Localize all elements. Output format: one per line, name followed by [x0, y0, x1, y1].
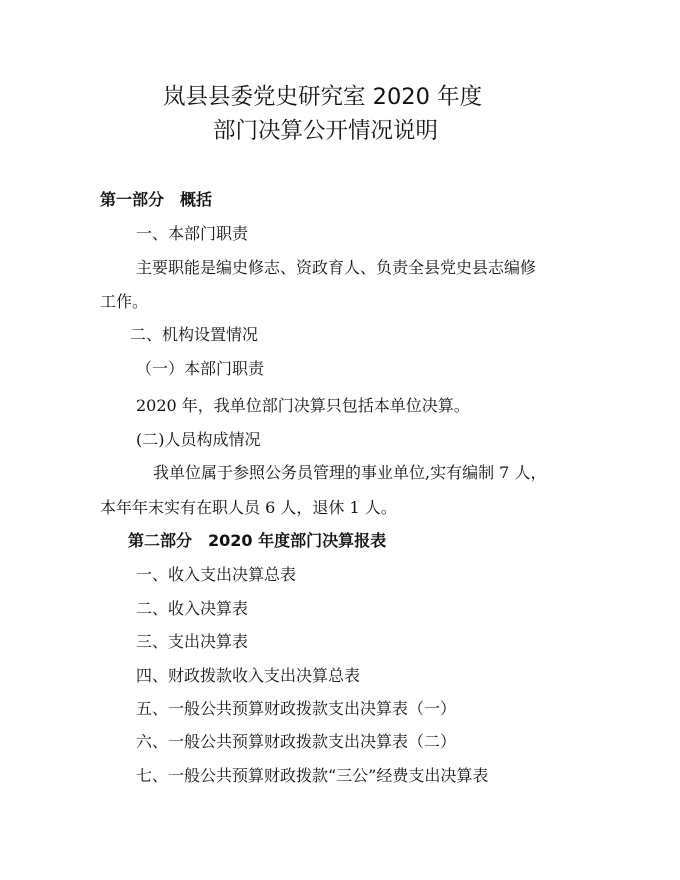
report-list-item: 五、一般公共预算财政拨款支出决算表（一）: [136, 699, 457, 718]
part1-heading: 第一部分 概括: [100, 190, 213, 209]
subsection1-text: 2020 年，我单位部门决算只包括本单位决算。: [136, 396, 470, 415]
report-list-item: 二、收入决算表: [136, 599, 249, 618]
section1-text-cont: 工作。: [100, 292, 149, 311]
report-list-item: 三、支出决算表: [136, 632, 249, 651]
report-list-item: 七、一般公共预算财政拨款“三公”经费支出决算表: [136, 766, 489, 785]
document-title-line1: 岚县县委党史研究室 2020 年度: [163, 84, 483, 110]
part2-heading: 第二部分 2020 年度部门决算报表: [128, 531, 387, 550]
subsection2-heading: (二)人员构成情况: [136, 430, 261, 449]
subsection2-text-cont: 本年年末实有在职人员 6 人，退休 1 人。: [100, 498, 397, 517]
report-list-item: 六、一般公共预算财政拨款支出决算表（二）: [136, 732, 457, 751]
section1-heading: 一、本部门职责: [136, 224, 249, 243]
section2-heading: 二、机构设置情况: [130, 325, 259, 344]
section1-text: 主要职能是编史修志、资政育人、负责全县党史县志编修: [136, 258, 537, 277]
subsection2-text: 我单位属于参照公务员管理的事业单位,实有编制 7 人，: [153, 463, 547, 482]
subsection1-heading: （一）本部门职责: [136, 359, 265, 378]
report-list-item: 一、收入支出决算总表: [136, 565, 297, 584]
document-title-line2: 部门决算公开情况说明: [213, 118, 439, 144]
report-list-item: 四、财政拨款收入支出决算总表: [136, 666, 361, 685]
